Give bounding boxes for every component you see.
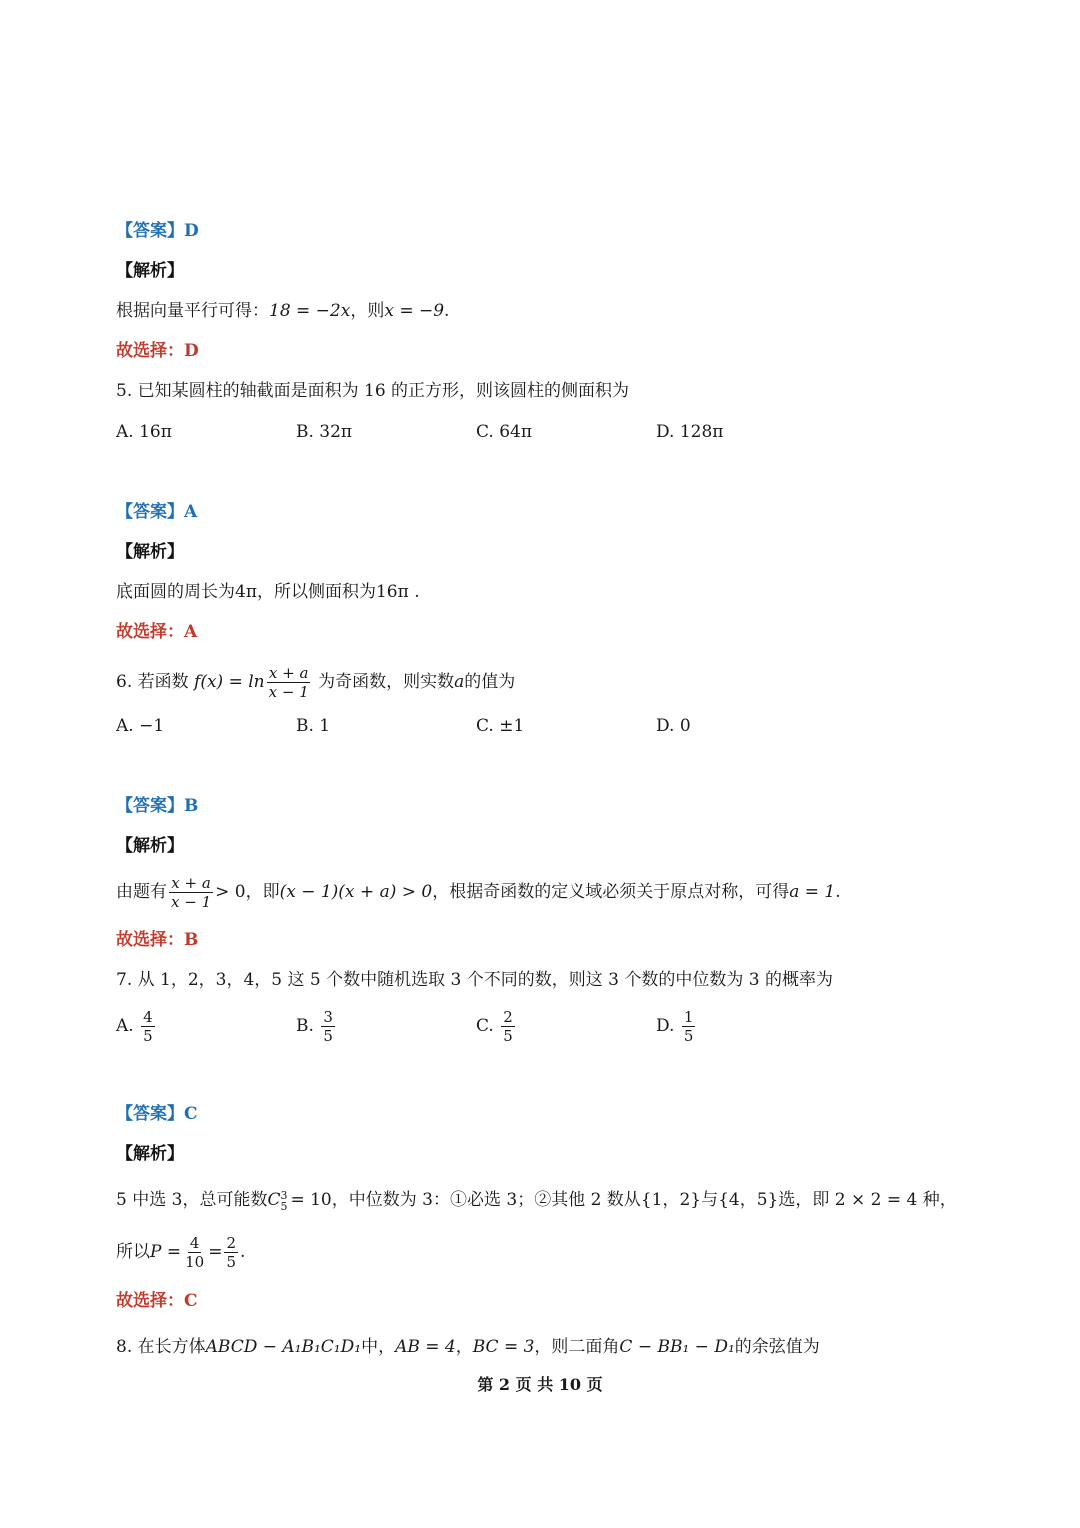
- q7-analysis-line1: [116, 1188, 957, 1212]
- choose-value: A: [184, 622, 198, 642]
- q7-choose: [116, 1289, 198, 1313]
- q8-stem: [116, 1335, 820, 1359]
- combination-sup: 3: [280, 1188, 288, 1202]
- analysis-text: ，根据奇函数的定义域必须关于原点对称，可得: [432, 882, 790, 902]
- stem-eq: C − BB₁ − D₁: [619, 1337, 735, 1357]
- fraction-denominator: x − 1: [171, 893, 212, 911]
- analysis-eq: P =: [150, 1242, 182, 1262]
- q7-answer-line: [116, 1102, 198, 1126]
- answer-value: A: [184, 502, 198, 522]
- fraction-numerator: 1: [683, 1008, 694, 1026]
- analysis-text: .: [239, 1242, 246, 1262]
- stem-text: 6. 若函数: [116, 672, 189, 692]
- analysis-tag: 【解析】: [116, 1144, 184, 1164]
- combination-symbol: C: [267, 1190, 281, 1210]
- stem-function: f(x) = ln: [194, 672, 265, 692]
- stem-text: ，则二面角: [534, 1337, 620, 1357]
- answer-value: C: [184, 1104, 198, 1124]
- q6-option-c: C. ±1: [476, 716, 525, 736]
- analysis-text: 所以: [116, 1242, 150, 1262]
- analysis-tag: 【解析】: [116, 261, 184, 281]
- analysis-text: 5 中选 3，总可能数: [116, 1190, 268, 1210]
- analysis-text: 根据向量平行可得：: [116, 301, 269, 321]
- choose-label: 故选择：: [116, 930, 184, 950]
- q6-option-d: D. 0: [656, 716, 691, 736]
- analysis-fraction: [169, 874, 213, 911]
- q6-analysis: [116, 872, 841, 912]
- analysis-eq: 18 = −2x: [269, 301, 351, 321]
- choose-value: C: [184, 1291, 198, 1311]
- option-fraction: [141, 1008, 155, 1045]
- fraction-denominator: 5: [226, 1253, 236, 1271]
- stem-text: 中，: [361, 1337, 396, 1357]
- answer-tag: 【答案】: [116, 796, 184, 816]
- q5-option-c: C. 64π: [476, 422, 533, 442]
- analysis-tag: 【解析】: [116, 542, 184, 562]
- q7-analysis-tag: [116, 1142, 184, 1166]
- stem-text: 为奇函数，则实数: [318, 672, 455, 692]
- q4-analysis: [116, 299, 449, 323]
- stem-eq: AB = 4: [395, 1337, 456, 1357]
- answer-tag: 【答案】: [116, 502, 184, 522]
- stem-text: 8. 在长方体: [116, 1337, 206, 1357]
- q5-answer-line: [116, 500, 197, 524]
- q7-option-c: [476, 1006, 517, 1046]
- q7-stem: 7. 从 1，2，3，4，5 这 5 个数中随机选取 3 个不同的数，则这 3 个数的中位数为 3 的概率为: [116, 970, 834, 990]
- q6-option-b: B. 1: [296, 716, 331, 736]
- fraction-numerator: x + a: [268, 664, 309, 682]
- stem-var: a: [454, 672, 465, 692]
- q6-analysis-tag: [116, 834, 184, 858]
- q4-answer-line: [116, 219, 199, 243]
- analysis-result: a = 1: [789, 882, 836, 902]
- fraction-numerator: x + a: [171, 874, 211, 892]
- answer-tag: 【答案】: [116, 1104, 184, 1124]
- option-label: B.: [296, 1016, 314, 1036]
- analysis-tag: 【解析】: [116, 836, 184, 856]
- q5-analysis-tag: [116, 540, 184, 564]
- stem-text: ，: [455, 1337, 473, 1357]
- q7-option-b: [296, 1006, 337, 1046]
- fraction-numerator: 3: [323, 1008, 333, 1026]
- option-fraction: [501, 1008, 515, 1045]
- choose-label: 故选择：: [116, 1291, 184, 1311]
- fraction-denominator: 5: [503, 1027, 513, 1045]
- q6-stem: [116, 662, 515, 702]
- option-label: D.: [656, 1016, 675, 1036]
- analysis-fraction: [183, 1234, 206, 1271]
- stem-text: 的余弦值为: [734, 1337, 820, 1357]
- answer-value: B: [184, 796, 199, 816]
- option-fraction: [321, 1008, 335, 1045]
- page-footer: 第 2 页 共 10 页: [477, 1375, 603, 1394]
- choose-value: D: [184, 341, 199, 361]
- analysis-text: .: [835, 882, 841, 902]
- fraction-denominator: 5: [683, 1027, 694, 1045]
- stem-eq: BC = 3: [472, 1337, 535, 1357]
- q6-answer-line: [116, 794, 198, 818]
- analysis-fraction: [224, 1234, 238, 1271]
- q6-option-a: A. −1: [116, 716, 165, 736]
- fraction-denominator: x − 1: [268, 683, 309, 701]
- q7-option-d: [656, 1006, 697, 1046]
- fraction-denominator: 5: [143, 1027, 153, 1045]
- q4-choose: [116, 339, 199, 363]
- q5-stem: 5. 已知某圆柱的轴截面是面积为 16 的正方形，则该圆柱的侧面积为: [116, 381, 630, 401]
- analysis-eq: (x − 1)(x + a) > 0: [279, 882, 433, 902]
- option-label: A.: [116, 1016, 134, 1036]
- combination-sub: 5: [280, 1199, 288, 1213]
- fraction-denominator: 10: [185, 1253, 205, 1271]
- option-label: C.: [476, 1016, 494, 1036]
- fraction-denominator: 5: [323, 1027, 333, 1045]
- answer-value: D: [184, 221, 199, 241]
- analysis-text: =: [208, 1242, 223, 1262]
- analysis-text: 由题有: [116, 882, 167, 902]
- choose-label: 故选择：: [116, 341, 184, 361]
- stem-fraction: [267, 664, 311, 701]
- q5-option-a: A. 16π: [116, 422, 172, 442]
- choose-label: 故选择：: [116, 622, 184, 642]
- q5-analysis: 底面圆的周长为4π，所以侧面积为16π .: [116, 582, 420, 602]
- stem-text: 的值为: [464, 672, 516, 692]
- q5-choose: [116, 620, 197, 644]
- fraction-numerator: 4: [189, 1234, 200, 1252]
- q5-option-d: D. 128π: [656, 422, 724, 442]
- fraction-numerator: 2: [226, 1234, 236, 1252]
- option-fraction: [682, 1008, 696, 1045]
- analysis-text: > 0，即: [215, 882, 280, 902]
- analysis-text: .: [444, 301, 450, 321]
- q7-analysis-line2: [116, 1232, 245, 1272]
- q5-option-b: B. 32π: [296, 422, 353, 442]
- stem-eq: ABCD − A₁B₁C₁D₁: [205, 1337, 362, 1357]
- fraction-numerator: 2: [503, 1008, 513, 1026]
- q4-analysis-tag: [116, 259, 184, 283]
- analysis-text: ，则: [350, 301, 385, 321]
- analysis-text: = 10，中位数为 3：①必选 3；②其他 2 数从{1，2}与{4，5}选，即 2 × 2 = 4 种，: [290, 1190, 957, 1210]
- choose-value: B: [184, 930, 199, 950]
- q7-option-a: [116, 1006, 157, 1046]
- fraction-numerator: 4: [143, 1008, 153, 1026]
- q6-choose: [116, 928, 198, 952]
- analysis-eq: x = −9: [384, 301, 445, 321]
- answer-tag: 【答案】: [116, 221, 184, 241]
